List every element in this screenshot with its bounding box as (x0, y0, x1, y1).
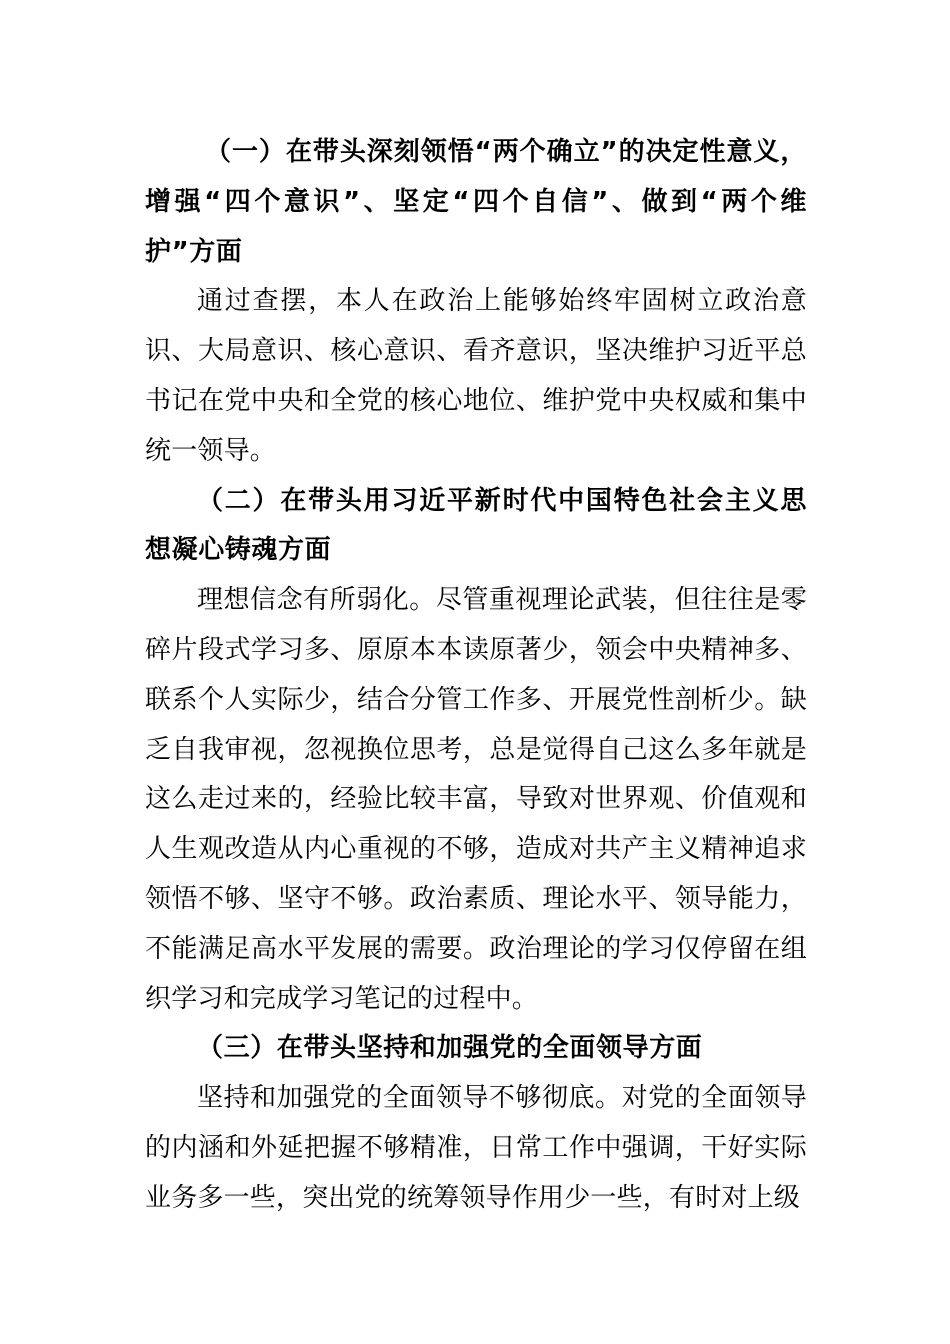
section-3-body: 坚持和加强党的全面领导不够彻底。对党的全面领导的内涵和外延把握不够精准，日常工作中强调，干好实际业务多一些，突出党的统筹领导作用少一些，有时对上级 (145, 1083, 807, 1213)
section-2-heading: （二）在带头用习近平新时代中国特色社会主义思想凝心铸魂方面 (145, 485, 807, 566)
section-1-heading: （一）在带头深刻领悟“两个确立”的决定性意义，增强“四个意识”、坚定“四个自信”、做到“两个维护”方面 (145, 137, 807, 267)
section-2-body: 理想信念有所弱化。尽管重视理论武装，但往往是零碎片段式学习多、原原本本读原著少，领会中央精神多、联系个人实际少，结合分管工作多、开展党性剖析少。缺乏自我审视，忽视换位思考，总是觉得自己这么多年就是这么走过来的，经验比较丰富，导致对世界观、价值观和人生观改造从内心重视的不够，造成对共产主义精神追求领悟不够、坚守不够。政治素质、理论水平、领导能力，不能满足高水平发展的需要。政治理论的学习仅停留在组织学习和完成学习笔记的过程中。 (145, 585, 807, 1014)
section-3-heading: （三）在带头坚持和加强党的全面领导方面 (197, 1033, 703, 1064)
section-1-body: 通过查摆，本人在政治上能够始终牢固树立政治意识、大局意识、核心意识、看齐意识，坚决维护习近平总书记在党中央和全党的核心地位、维护党中央权威和集中统一领导。 (145, 286, 807, 466)
document-page (145, 128, 807, 1224)
